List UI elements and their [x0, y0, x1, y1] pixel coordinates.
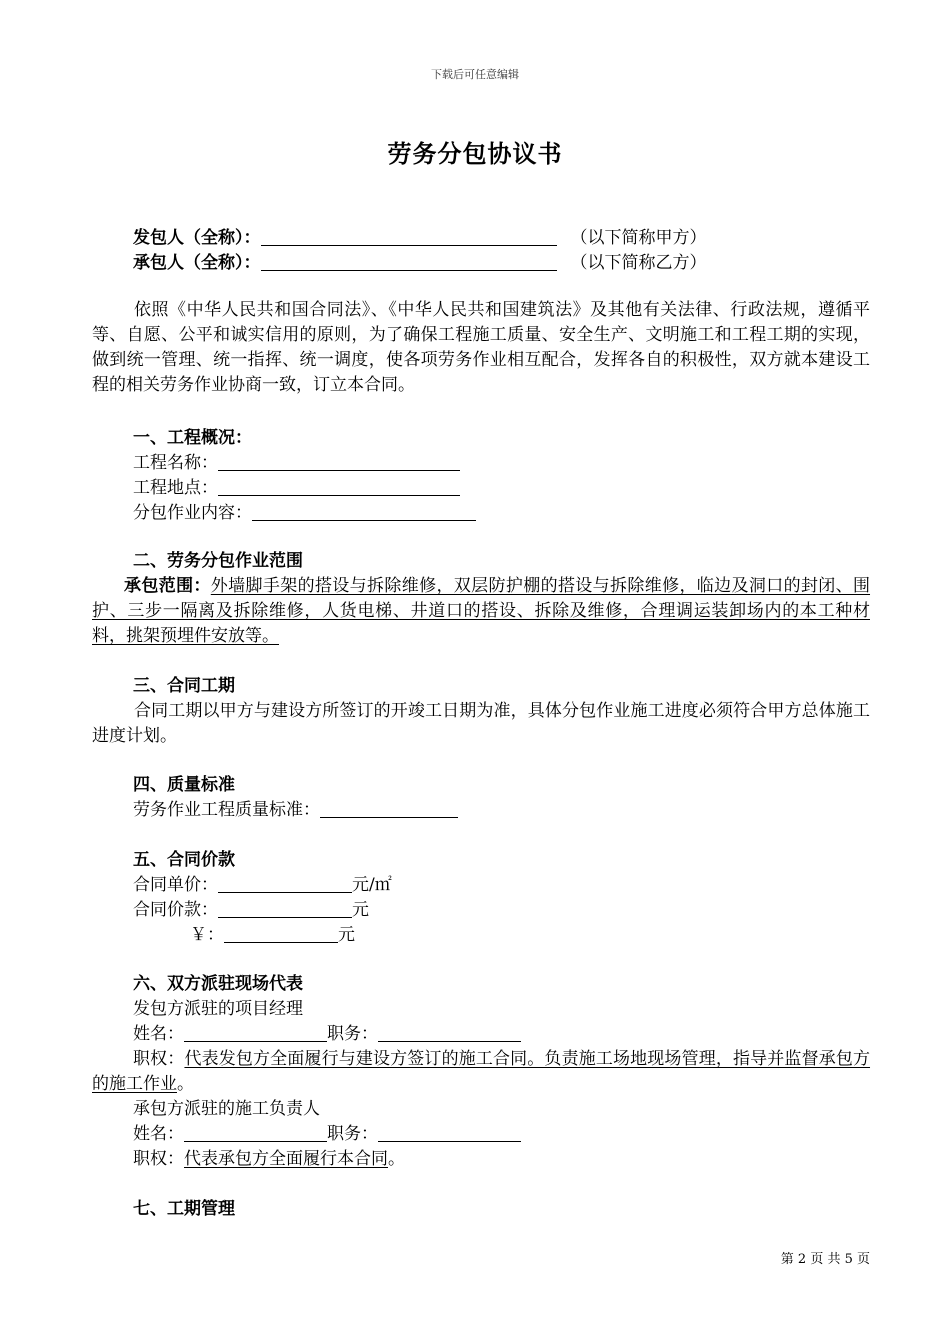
contractor-rep-name-field[interactable]	[184, 1123, 327, 1142]
contract-price-line	[133, 898, 369, 923]
employer-rep-name-field[interactable]	[184, 1023, 327, 1042]
section4-heading: 四、质量标准	[133, 775, 235, 795]
employer-line	[133, 226, 707, 251]
employer-name-field[interactable]	[261, 227, 557, 246]
quality-field[interactable]	[320, 799, 458, 818]
contract-price-label: 合同价款：	[133, 900, 218, 920]
contractor-authority-label: 职权：	[133, 1149, 184, 1169]
unit-price-line	[133, 873, 392, 898]
project-location-label: 工程地点：	[133, 478, 218, 498]
contractor-suffix: （以下简称乙方）	[570, 253, 707, 273]
scope-paragraph	[92, 574, 870, 649]
employer-rep-position-label: 职务：	[327, 1024, 378, 1044]
employer-authority-paragraph	[92, 1047, 870, 1097]
work-content-line	[133, 501, 476, 526]
contractor-rep-line	[133, 1122, 521, 1147]
contract-price-field[interactable]	[218, 899, 352, 918]
intro-paragraph: 依照《中华人民共和国合同法》、《中华人民共和国建筑法》及其他有关法律、行政法规，遵循平等、自愿、公平和诚实信用的原则，为了确保工程施工质量、安全生产、文明施工和工程工期的实现，做到统一管理、统一指挥、统一调度，使各项劳务作业相互配合，发挥各自的积极性，双方就本建设工程的相关劳务作业协商一致，订立本合同。	[92, 300, 870, 395]
contractor-rep-name-label: 姓名：	[133, 1124, 184, 1144]
employer-rep-line	[133, 1022, 521, 1047]
project-location-line	[133, 476, 460, 501]
unit-price-label: 合同单价：	[133, 875, 218, 895]
contractor-rep-title: 承包方派驻的施工负责人	[133, 1099, 320, 1119]
project-name-field[interactable]	[218, 452, 460, 471]
section5-heading: 五、合同价款	[133, 850, 235, 870]
yen-line	[190, 923, 355, 948]
contractor-name-field[interactable]	[261, 252, 557, 271]
quality-label: 劳务作业工程质量标准：	[133, 800, 320, 820]
page-number: 第 2 页 共 5 页	[780, 1252, 870, 1267]
employer-rep-title: 发包方派驻的项目经理	[133, 999, 303, 1019]
document-title: 劳务分包协议书	[387, 140, 563, 168]
section2-heading: 二、劳务分包作业范围	[133, 551, 303, 571]
unit-price-field[interactable]	[218, 874, 352, 893]
section3-heading: 三、合同工期	[133, 676, 235, 696]
section1-heading: 一、工程概况：	[133, 428, 252, 448]
project-location-field[interactable]	[218, 477, 460, 496]
employer-authority-text: 代表发包方全面履行与建设方签订的施工合同。负责施工场地现场管理，指导并监督承包方的施工作业	[92, 1049, 871, 1094]
scope-text: 外墙脚手架的搭设与拆除维修，双层防护棚的搭设与拆除维修，临边及洞口的封闭、围护、三步一隔离及拆除维修，人货电梯、井道口的搭设、拆除及维修，合理调运装卸场内的本工种材料，挑架预埋件安放等。	[92, 576, 871, 646]
section7-heading: 七、工期管理	[133, 1199, 235, 1219]
employer-rep-name-label: 姓名：	[133, 1024, 184, 1044]
quality-line	[133, 798, 458, 823]
contractor-rep-position-label: 职务：	[327, 1124, 378, 1144]
employer-suffix: （以下简称甲方）	[570, 228, 707, 248]
scope-label: 承包范围：	[124, 576, 211, 596]
contractor-line	[133, 251, 707, 276]
employer-label: 发包人（全称）：	[133, 228, 261, 248]
schedule-paragraph: 合同工期以甲方与建设方所签订的开竣工日期为准，具体分包作业施工进度必须符合甲方总体施工进度计划。	[92, 701, 870, 746]
contractor-rep-position-field[interactable]	[378, 1123, 521, 1142]
unit-price-unit: 元/㎡	[352, 875, 392, 895]
work-content-label: 分包作业内容：	[133, 503, 252, 523]
contractor-authority-line	[133, 1147, 405, 1172]
yen-label: ￥：	[190, 925, 224, 945]
project-name-line	[133, 451, 460, 476]
project-name-label: 工程名称：	[133, 453, 218, 473]
yen-unit: 元	[338, 925, 355, 945]
yen-amount-field[interactable]	[224, 924, 338, 943]
employer-authority-label: 职权：	[133, 1049, 185, 1069]
work-content-field[interactable]	[252, 502, 476, 521]
contractor-label: 承包人（全称）：	[133, 253, 261, 273]
contractor-authority-end: 。	[388, 1149, 405, 1169]
section6-heading: 六、双方派驻现场代表	[133, 974, 303, 994]
header-note: 下载后可任意编辑	[431, 68, 519, 81]
employer-rep-position-field[interactable]	[378, 1023, 521, 1042]
contract-price-unit: 元	[352, 900, 369, 920]
employer-authority-end: 。	[177, 1074, 194, 1094]
contractor-authority-text: 代表承包方全面履行本合同	[184, 1149, 388, 1169]
